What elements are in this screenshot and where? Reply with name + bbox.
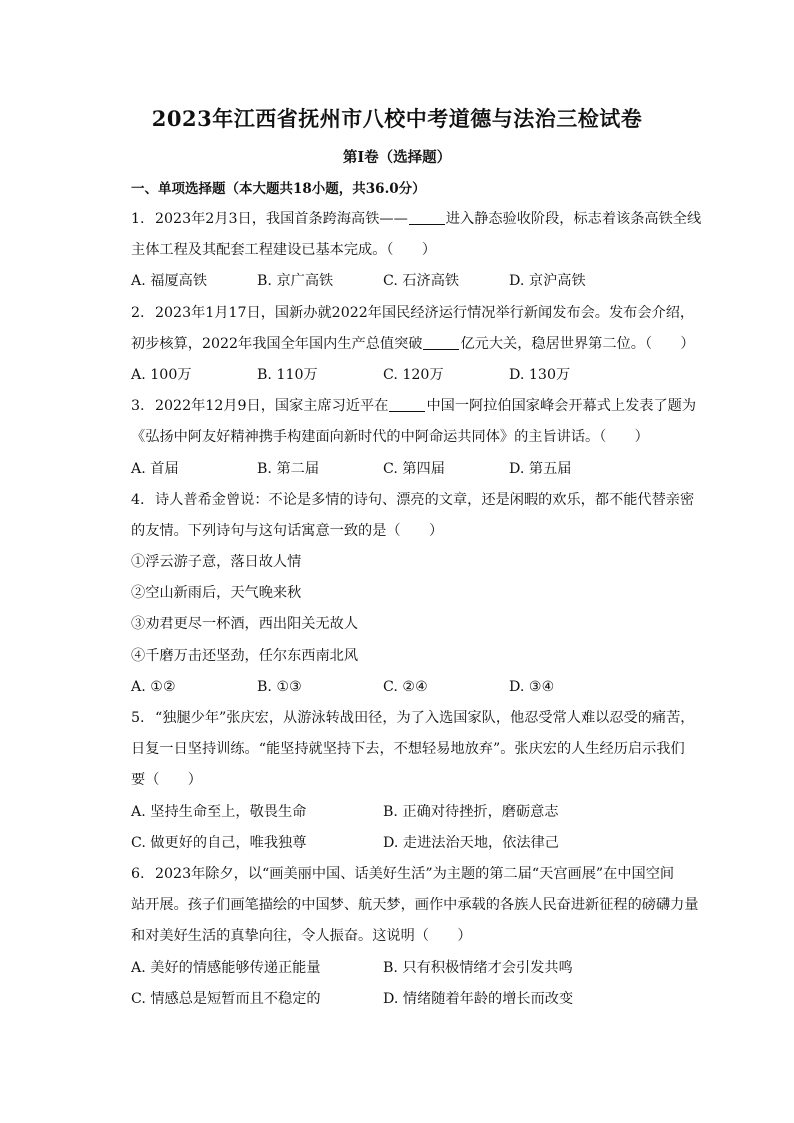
question-2-line-1: 2. 2023年1月17日，国新办就2022年国民经济运行情况举行新闻发布会。发布会介绍， <box>131 298 671 329</box>
question-4-line-1: 4. 诗人普希金曾说：不论是多情的诗句、漂亮的文章，还是闲暇的欢乐，都不能代替亲密 <box>131 485 671 516</box>
option-b: B. 京广高铁 <box>257 273 334 290</box>
option-d: D. 130万 <box>509 366 571 383</box>
question-3-line-2: 《弘扬中阿友好精神携手构建面向新时代的中阿命运共同体》的主旨讲话。（ ） <box>131 429 649 446</box>
question-5-line-3: 要（ ） <box>131 772 202 789</box>
question-6-options-row-1 <box>131 953 671 984</box>
option-a: A. 美好的情感能够传递正能量 <box>131 959 321 976</box>
page-title: 2023年江西省抚州市八校中考道德与法治三检试卷 <box>151 106 643 131</box>
question-4-item-1: ①浮云游子意，落日故人情 <box>131 554 302 571</box>
option-d: D. 第五届 <box>509 460 572 477</box>
question-1-line-1: 1. 2023年2月3日，我国首条跨海高铁—— 进入静态验收阶段，标志着该条高铁全线 <box>131 204 671 235</box>
option-d: D. ③④ <box>509 678 555 695</box>
question-number: 6. <box>131 865 145 882</box>
section-heading: 一、单项选择题（本大题共18小题，共36.0分） <box>131 181 426 197</box>
answer-blank <box>423 331 459 350</box>
question-number: 4. <box>131 491 145 508</box>
question-5-options-row-1 <box>131 797 671 828</box>
option-b: B. 110万 <box>257 366 318 383</box>
question-number: 3. <box>131 398 145 415</box>
option-a: A. 100万 <box>131 366 192 383</box>
question-number: 2. <box>131 304 145 321</box>
option-b: B. ①③ <box>257 678 302 695</box>
question-2-options <box>131 360 671 391</box>
option-b: B. 正确对待挫折，磨砺意志 <box>383 803 559 820</box>
option-c: C. 做更好的自己，唯我独尊 <box>131 834 307 851</box>
option-c: C. 120万 <box>383 366 444 383</box>
option-a: A. 坚持生命至上，敬畏生命 <box>131 803 307 820</box>
question-2-line-2: 初步核算，2022年我国全年国内生产总值突破 亿元大关，稳居世界第二位。（ ） <box>131 329 671 360</box>
answer-blank <box>389 393 425 412</box>
option-a: A. ①② <box>131 678 176 695</box>
option-a: A. 首届 <box>131 460 179 477</box>
question-6-line-2: 站开展。孩子们画笔描绘的中国梦、航天梦，画作中承载的各族人民奋进新征程的磅礴力量 <box>131 897 699 914</box>
answer-blank <box>409 206 445 225</box>
option-d: D. 情绪随着年龄的增长而改变 <box>383 990 574 1007</box>
question-5-line-1: 5. “独腿少年”张庆宏，从游泳转战田径，为了入选国家队，他忍受常人难以忍受的痛苦， <box>131 703 671 734</box>
option-d: D. 走进法治天地，依法律己 <box>383 834 559 851</box>
question-3-line-1: 3. 2022年12月9日，国家主席习近平在 中国一阿拉伯国家峰会开幕式上发表了题为 <box>131 391 671 422</box>
question-list <box>131 204 702 1015</box>
question-6-line-3: 和对美好生活的真挚向往，令人振奋。这说明（ ） <box>131 928 472 945</box>
option-c: C. 第四届 <box>383 460 445 477</box>
question-1-options <box>131 266 671 297</box>
question-4-item-2: ②空山新雨后，天气晚来秋 <box>131 585 302 602</box>
question-1-line-2: 主体工程及其配套工程建设已基本完成。（ ） <box>131 242 437 259</box>
question-6-options-row-2 <box>131 984 671 1015</box>
option-a: A. 福厦高铁 <box>131 273 208 290</box>
question-4-item-4: ④千磨万击还坚劲，任尔东西南北风 <box>131 647 359 664</box>
option-c: C. 石济高铁 <box>383 273 460 290</box>
question-4-options <box>131 672 671 703</box>
option-b: B. 只有积极情绪才会引发共鸣 <box>383 959 573 976</box>
question-4-item-3: ③劝君更尽一杯酒，西出阳关无故人 <box>131 616 359 633</box>
question-number: 5. <box>131 710 145 726</box>
question-4-line-2: 的友情。下列诗句与这句话寓意一致的是（ ） <box>131 522 444 539</box>
question-5-options-row-2 <box>131 828 671 859</box>
question-5-line-2: 日复一日坚持训练。“能坚持就坚持下去，不想轻易地放弃”。张庆宏的人生经历启示我们 <box>131 741 685 758</box>
page-subtitle: 第I卷（选择题） <box>342 149 452 166</box>
option-b: B. 第二届 <box>257 460 320 477</box>
question-number: 1. <box>131 211 145 227</box>
question-3-options <box>131 454 671 485</box>
option-c: C. 情感总是短暂而且不稳定的 <box>131 990 321 1007</box>
option-d: D. 京沪高铁 <box>509 273 586 290</box>
option-c: C. ②④ <box>383 678 428 695</box>
question-6-line-1: 6. 2023年除夕，以“画美丽中国、话美好生活”为主题的第二届“天宫画展”在中国空间 <box>131 859 671 890</box>
